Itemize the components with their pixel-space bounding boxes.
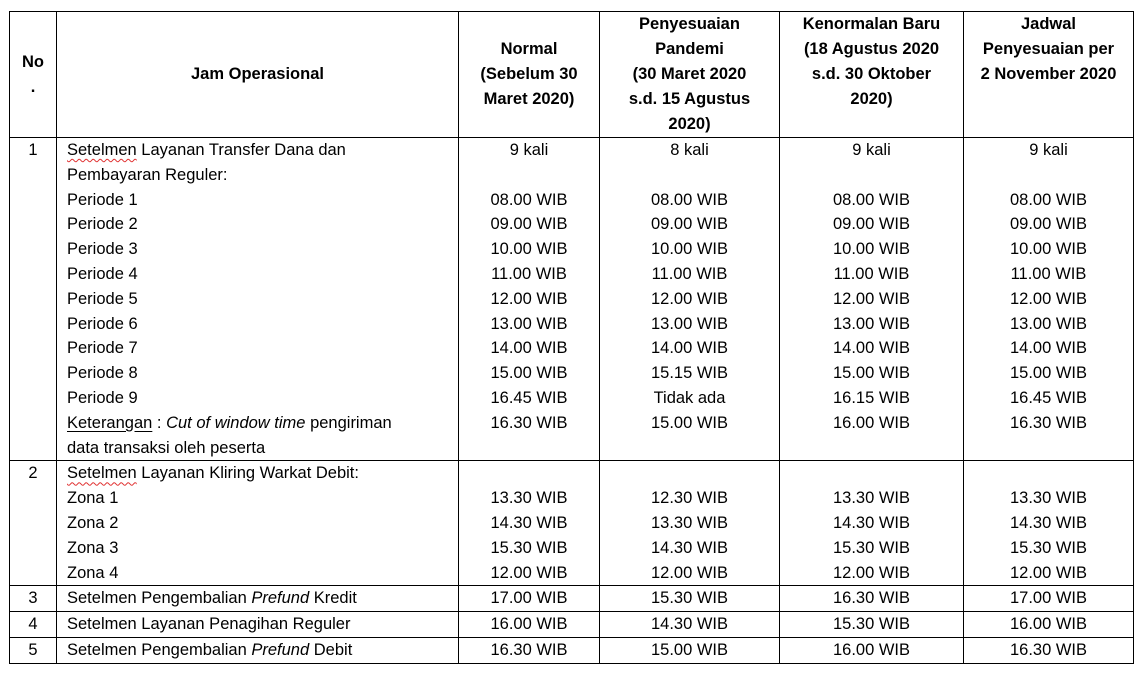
table-row xyxy=(10,637,1134,663)
zone-label: Zona 3 xyxy=(67,538,119,557)
period-label: Periode 9 xyxy=(67,388,138,407)
col-normal: 16.30 WIB xyxy=(459,637,600,663)
row-number: 2 xyxy=(10,461,57,586)
col-jadwal: 17.00 WIB xyxy=(964,586,1134,612)
col-jadwal: 13.30 WIB 14.30 WIB 15.30 WIB 12.00 WIB xyxy=(964,461,1134,586)
col-normal: 17.00 WIB xyxy=(459,586,600,612)
row-number: 5 xyxy=(10,637,57,663)
col-pandemi: 15.00 WIB xyxy=(600,637,780,663)
col-normal: 9 kali 08.00 WIB 09.00 WIB 10.00 WIB 11.00 WIB 12.00 WIB 13.00 WIB 14.00 WIB 15.00 WIB 16.45 WIB 16.30 WIB xyxy=(459,138,600,461)
row-description: Setelmen Layanan Kliring Warkat Debit: Zona 1 Zona 2 Zona 3 Zona 4 xyxy=(57,461,459,586)
period-label: Periode 7 xyxy=(67,339,138,358)
header-kenormalan-baru: Kenormalan Baru (18 Agustus 2020 s.d. 30 Oktober 2020) xyxy=(780,12,964,138)
period-label: Periode 5 xyxy=(67,289,138,308)
operational-hours-table xyxy=(9,11,1134,664)
period-label: Periode 6 xyxy=(67,314,138,333)
table-row xyxy=(10,612,1134,638)
period-label: Periode 4 xyxy=(67,264,138,283)
col-jadwal: 16.30 WIB xyxy=(964,637,1134,663)
col-jadwal: 16.00 WIB xyxy=(964,612,1134,638)
period-label: Periode 2 xyxy=(67,215,138,234)
zone-label: Zona 1 xyxy=(67,489,119,508)
col-pandemi: 15.30 WIB xyxy=(600,586,780,612)
col-kenormalan-baru: 16.00 WIB xyxy=(780,637,964,663)
table-row xyxy=(10,138,1134,461)
header-no: No . xyxy=(10,12,57,138)
zone-label: Zona 2 xyxy=(67,513,119,532)
header-row xyxy=(10,12,1134,138)
col-pandemi: 8 kali 08.00 WIB 09.00 WIB 10.00 WIB 11.00 WIB 12.00 WIB 13.00 WIB 14.00 WIB 15.15 WIB Tidak ada 15.00 WIB xyxy=(600,138,780,461)
row-description: Setelmen Pengembalian Prefund Debit xyxy=(57,637,459,663)
zone-label: Zona 4 xyxy=(67,563,119,582)
row-number: 4 xyxy=(10,612,57,638)
col-kenormalan-baru: 9 kali 08.00 WIB 09.00 WIB 10.00 WIB 11.00 WIB 12.00 WIB 13.00 WIB 14.00 WIB 15.00 WIB 16.15 WIB 16.00 WIB xyxy=(780,138,964,461)
period-label: Periode 8 xyxy=(67,364,138,383)
row-number: 3 xyxy=(10,586,57,612)
col-normal: 13.30 WIB 14.30 WIB 15.30 WIB 12.00 WIB xyxy=(459,461,600,586)
period-label: Periode 3 xyxy=(67,240,138,259)
row-number: 1 xyxy=(10,138,57,461)
header-jadwal-penyesuaian: Jadwal Penyesuaian per 2 November 2020 xyxy=(964,12,1134,138)
col-kenormalan-baru: 13.30 WIB 14.30 WIB 15.30 WIB 12.00 WIB xyxy=(780,461,964,586)
col-normal: 16.00 WIB xyxy=(459,612,600,638)
row-description: Setelmen Pengembalian Prefund Kredit xyxy=(57,586,459,612)
table-row xyxy=(10,461,1134,586)
header-jam-operasional: Jam Operasional xyxy=(57,12,459,138)
header-penyesuaian-pandemi: Penyesuaian Pandemi (30 Maret 2020 s.d. 15 Agustus 2020) xyxy=(600,12,780,138)
row-description: Setelmen Layanan Transfer Dana dan Pembayaran Reguler: Periode 1 Periode 2 Periode 3 Periode 4 Periode 5 Periode 6 Periode 7 Periode 8 Periode 9 Keterangan : Cut of window time pengiriman data transaksi oleh peserta xyxy=(57,138,459,461)
period-label: Periode 1 xyxy=(67,190,138,209)
table-row xyxy=(10,586,1134,612)
col-pandemi: 14.30 WIB xyxy=(600,612,780,638)
row-description: Setelmen Layanan Penagihan Reguler xyxy=(57,612,459,638)
col-jadwal: 9 kali 08.00 WIB 09.00 WIB 10.00 WIB 11.00 WIB 12.00 WIB 13.00 WIB 14.00 WIB 15.00 WIB 16.45 WIB 16.30 WIB xyxy=(964,138,1134,461)
header-normal: Normal (Sebelum 30 Maret 2020) xyxy=(459,12,600,138)
col-kenormalan-baru: 16.30 WIB xyxy=(780,586,964,612)
col-kenormalan-baru: 15.30 WIB xyxy=(780,612,964,638)
col-pandemi: 12.30 WIB 13.30 WIB 14.30 WIB 12.00 WIB xyxy=(600,461,780,586)
